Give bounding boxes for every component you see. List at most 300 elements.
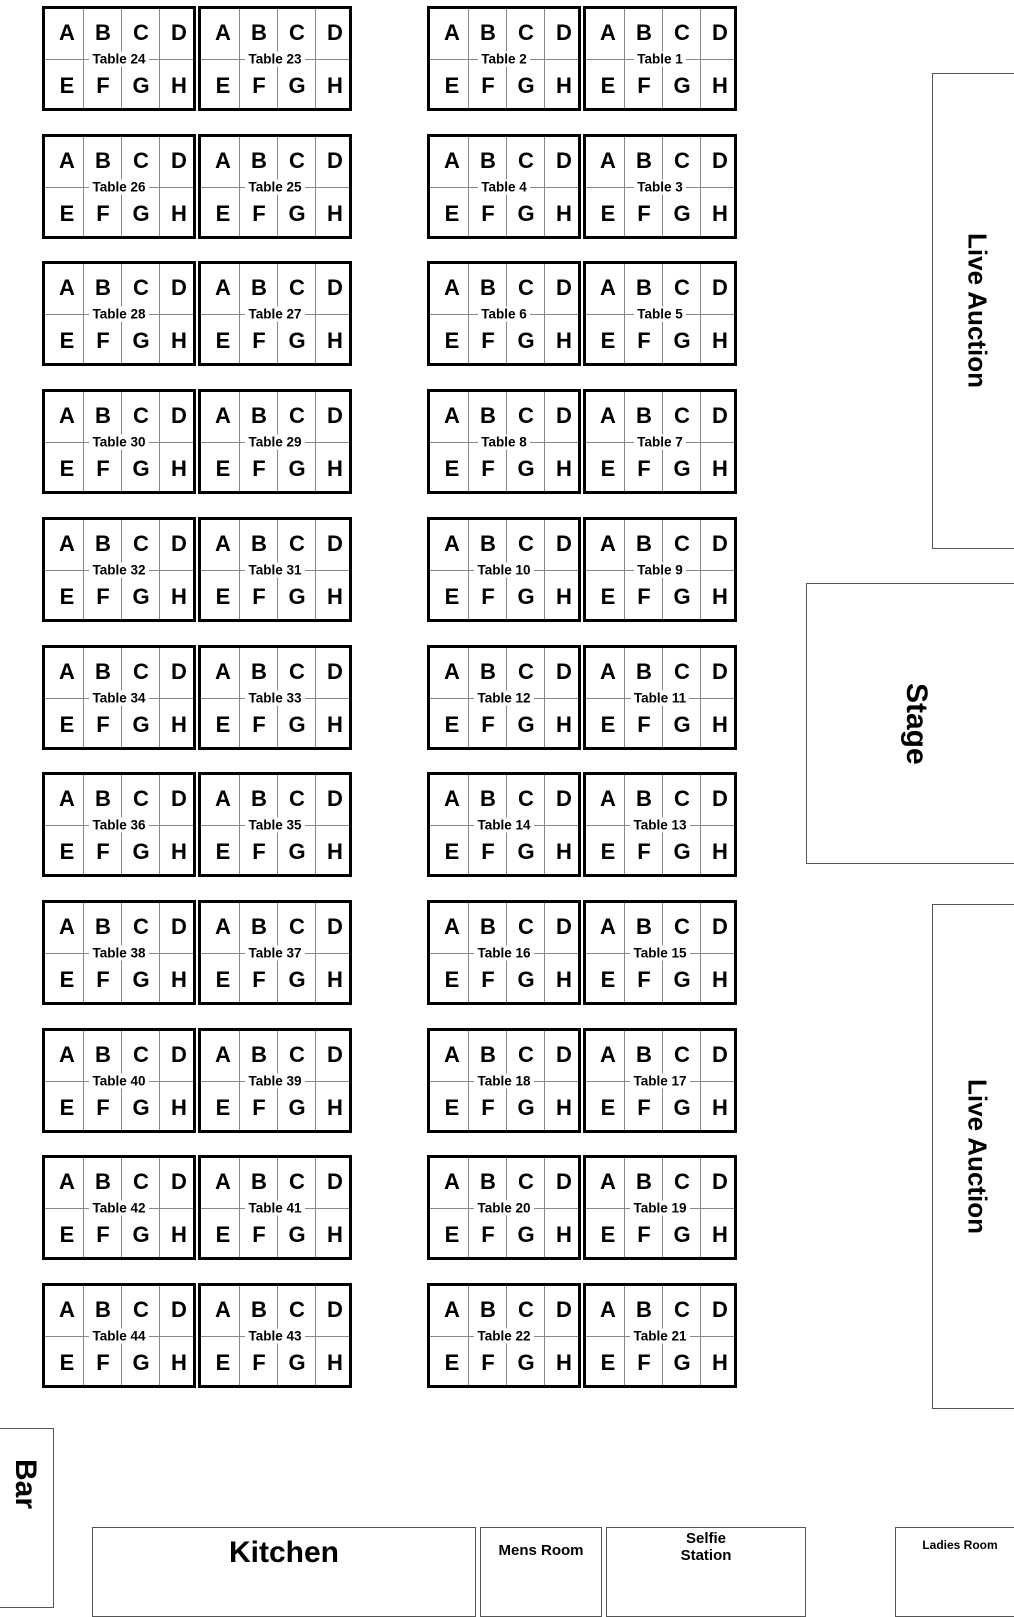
seat-f: F bbox=[96, 73, 110, 98]
seat-g: G bbox=[132, 1222, 150, 1247]
seat-a: A bbox=[600, 403, 616, 428]
table-22 bbox=[427, 1283, 581, 1388]
seat-b: B bbox=[251, 659, 267, 684]
seat-c: C bbox=[518, 275, 534, 300]
table-label: Table 12 bbox=[430, 690, 578, 705]
seat-a: A bbox=[444, 659, 460, 684]
seat-d: D bbox=[327, 275, 343, 300]
seat-g: G bbox=[517, 73, 535, 98]
seat-b: B bbox=[251, 1297, 267, 1322]
seat-h: H bbox=[171, 839, 187, 864]
seat-b: B bbox=[636, 1297, 652, 1322]
table-label: Table 35 bbox=[201, 817, 349, 832]
seat-h: H bbox=[327, 1222, 343, 1247]
seat-d: D bbox=[712, 403, 728, 428]
seat-e: E bbox=[59, 712, 75, 737]
seat-g: G bbox=[288, 1095, 306, 1120]
table-37 bbox=[198, 900, 352, 1005]
seat-g: G bbox=[288, 73, 306, 98]
seat-e: E bbox=[215, 584, 231, 609]
seat-b: B bbox=[251, 1042, 267, 1067]
seat-d: D bbox=[556, 275, 572, 300]
seat-c: C bbox=[674, 914, 690, 939]
seat-c: C bbox=[518, 148, 534, 173]
seat-c: C bbox=[674, 531, 690, 556]
seat-b: B bbox=[95, 1169, 111, 1194]
seat-e: E bbox=[215, 328, 231, 353]
seat-f: F bbox=[252, 1222, 266, 1247]
seat-a: A bbox=[444, 1297, 460, 1322]
seat-b: B bbox=[95, 1297, 111, 1322]
table-14 bbox=[427, 772, 581, 877]
seat-e: E bbox=[215, 839, 231, 864]
seat-c: C bbox=[289, 786, 305, 811]
seat-e: E bbox=[215, 73, 231, 98]
seat-e: E bbox=[59, 967, 75, 992]
seat-f: F bbox=[96, 584, 110, 609]
seat-c: C bbox=[133, 20, 149, 45]
table-label: Table 25 bbox=[201, 179, 349, 194]
table-label: Table 40 bbox=[45, 1073, 193, 1088]
seat-h: H bbox=[171, 1350, 187, 1375]
seat-c: C bbox=[133, 531, 149, 556]
seat-d: D bbox=[171, 914, 187, 939]
seat-h: H bbox=[327, 456, 343, 481]
table-label: Table 16 bbox=[430, 945, 578, 960]
seat-e: E bbox=[444, 584, 460, 609]
seat-h: H bbox=[327, 201, 343, 226]
seat-b: B bbox=[251, 914, 267, 939]
seat-g: G bbox=[288, 456, 306, 481]
table-7 bbox=[583, 389, 737, 494]
seat-d: D bbox=[171, 659, 187, 684]
seat-h: H bbox=[712, 967, 728, 992]
seat-g: G bbox=[673, 967, 691, 992]
table-label: Table 6 bbox=[430, 306, 578, 321]
seat-b: B bbox=[95, 914, 111, 939]
table-label: Table 8 bbox=[430, 434, 578, 449]
table-8 bbox=[427, 389, 581, 494]
table-42 bbox=[42, 1155, 196, 1260]
seat-a: A bbox=[59, 403, 75, 428]
seat-b: B bbox=[480, 786, 496, 811]
seat-a: A bbox=[600, 1297, 616, 1322]
seat-a: A bbox=[215, 659, 231, 684]
seat-a: A bbox=[444, 1042, 460, 1067]
table-33 bbox=[198, 645, 352, 750]
table-label: Table 27 bbox=[201, 306, 349, 321]
seat-g: G bbox=[673, 456, 691, 481]
table-3 bbox=[583, 134, 737, 239]
table-label: Table 43 bbox=[201, 1328, 349, 1343]
seat-b: B bbox=[251, 148, 267, 173]
seat-a: A bbox=[444, 531, 460, 556]
seat-d: D bbox=[171, 786, 187, 811]
seat-c: C bbox=[518, 659, 534, 684]
seat-d: D bbox=[712, 275, 728, 300]
live-auction-area-bottom bbox=[932, 904, 1014, 1409]
stage-label: Stage bbox=[900, 682, 933, 765]
seat-f: F bbox=[252, 328, 266, 353]
seat-b: B bbox=[636, 148, 652, 173]
seat-f: F bbox=[481, 1350, 495, 1375]
table-label: Table 30 bbox=[45, 434, 193, 449]
seat-a: A bbox=[215, 1297, 231, 1322]
seat-d: D bbox=[712, 20, 728, 45]
seat-d: D bbox=[171, 1297, 187, 1322]
seat-c: C bbox=[674, 275, 690, 300]
seat-h: H bbox=[712, 328, 728, 353]
seat-e: E bbox=[600, 712, 616, 737]
table-label: Table 33 bbox=[201, 690, 349, 705]
ladies-room-area bbox=[895, 1527, 1014, 1617]
seat-h: H bbox=[556, 584, 572, 609]
seat-g: G bbox=[673, 712, 691, 737]
seat-h: H bbox=[171, 1222, 187, 1247]
table-21 bbox=[583, 1283, 737, 1388]
seat-g: G bbox=[132, 967, 150, 992]
seat-f: F bbox=[252, 584, 266, 609]
seat-b: B bbox=[636, 1042, 652, 1067]
seat-a: A bbox=[59, 531, 75, 556]
seat-h: H bbox=[712, 584, 728, 609]
seat-d: D bbox=[712, 1297, 728, 1322]
table-10 bbox=[427, 517, 581, 622]
seat-c: C bbox=[133, 1169, 149, 1194]
seat-f: F bbox=[96, 1222, 110, 1247]
seat-a: A bbox=[444, 786, 460, 811]
seat-b: B bbox=[480, 403, 496, 428]
seat-c: C bbox=[289, 275, 305, 300]
seat-c: C bbox=[674, 659, 690, 684]
table-label: Table 10 bbox=[430, 562, 578, 577]
seat-e: E bbox=[444, 456, 460, 481]
seat-e: E bbox=[59, 1350, 75, 1375]
seat-e: E bbox=[59, 1222, 75, 1247]
seat-d: D bbox=[327, 786, 343, 811]
table-label: Table 36 bbox=[45, 817, 193, 832]
seat-f: F bbox=[96, 1095, 110, 1120]
seat-h: H bbox=[712, 839, 728, 864]
seat-a: A bbox=[215, 148, 231, 173]
table-label: Table 19 bbox=[586, 1200, 734, 1215]
seat-e: E bbox=[59, 456, 75, 481]
seat-e: E bbox=[444, 201, 460, 226]
table-9 bbox=[583, 517, 737, 622]
seat-g: G bbox=[517, 201, 535, 226]
seat-f: F bbox=[637, 712, 651, 737]
seat-e: E bbox=[600, 839, 616, 864]
seat-e: E bbox=[59, 201, 75, 226]
table-2 bbox=[427, 6, 581, 111]
seat-b: B bbox=[636, 403, 652, 428]
seat-g: G bbox=[288, 967, 306, 992]
seat-f: F bbox=[252, 712, 266, 737]
seat-d: D bbox=[712, 1042, 728, 1067]
seat-a: A bbox=[600, 659, 616, 684]
table-30 bbox=[42, 389, 196, 494]
seat-c: C bbox=[289, 148, 305, 173]
seat-h: H bbox=[556, 712, 572, 737]
seat-d: D bbox=[327, 659, 343, 684]
seat-h: H bbox=[712, 712, 728, 737]
seat-f: F bbox=[481, 1222, 495, 1247]
seat-e: E bbox=[215, 1222, 231, 1247]
seat-d: D bbox=[556, 1297, 572, 1322]
seat-a: A bbox=[59, 914, 75, 939]
table-label: Table 32 bbox=[45, 562, 193, 577]
table-5 bbox=[583, 261, 737, 366]
seat-h: H bbox=[327, 328, 343, 353]
seat-g: G bbox=[673, 1095, 691, 1120]
seat-h: H bbox=[171, 1095, 187, 1120]
seat-b: B bbox=[95, 275, 111, 300]
seat-d: D bbox=[327, 1042, 343, 1067]
table-label: Table 42 bbox=[45, 1200, 193, 1215]
seat-h: H bbox=[171, 456, 187, 481]
seat-h: H bbox=[712, 456, 728, 481]
table-label: Table 14 bbox=[430, 817, 578, 832]
kitchen-area bbox=[92, 1527, 476, 1617]
seat-g: G bbox=[517, 456, 535, 481]
table-label: Table 3 bbox=[586, 179, 734, 194]
seat-b: B bbox=[636, 659, 652, 684]
seat-f: F bbox=[96, 712, 110, 737]
seat-e: E bbox=[600, 328, 616, 353]
seat-e: E bbox=[600, 201, 616, 226]
seat-f: F bbox=[252, 456, 266, 481]
seat-f: F bbox=[637, 1222, 651, 1247]
table-label: Table 29 bbox=[201, 434, 349, 449]
seat-e: E bbox=[59, 1095, 75, 1120]
seat-c: C bbox=[133, 275, 149, 300]
seat-d: D bbox=[171, 20, 187, 45]
seat-a: A bbox=[444, 914, 460, 939]
seat-h: H bbox=[327, 967, 343, 992]
table-label: Table 39 bbox=[201, 1073, 349, 1088]
table-label: Table 37 bbox=[201, 945, 349, 960]
seat-g: G bbox=[132, 839, 150, 864]
seat-g: G bbox=[288, 201, 306, 226]
seat-a: A bbox=[59, 1169, 75, 1194]
selfie-station-label: Selfie Station bbox=[680, 1530, 732, 1564]
seat-a: A bbox=[600, 914, 616, 939]
seat-e: E bbox=[59, 328, 75, 353]
table-28 bbox=[42, 261, 196, 366]
seat-b: B bbox=[480, 914, 496, 939]
seat-d: D bbox=[712, 148, 728, 173]
seat-f: F bbox=[96, 1350, 110, 1375]
seat-a: A bbox=[600, 148, 616, 173]
seat-c: C bbox=[674, 1297, 690, 1322]
seat-d: D bbox=[327, 403, 343, 428]
seat-g: G bbox=[288, 839, 306, 864]
seat-d: D bbox=[556, 20, 572, 45]
seat-b: B bbox=[251, 403, 267, 428]
seat-a: A bbox=[444, 148, 460, 173]
seat-e: E bbox=[600, 967, 616, 992]
seat-e: E bbox=[59, 73, 75, 98]
seat-e: E bbox=[600, 1222, 616, 1247]
seat-f: F bbox=[637, 1350, 651, 1375]
table-label: Table 4 bbox=[430, 179, 578, 194]
seat-c: C bbox=[133, 148, 149, 173]
seat-g: G bbox=[673, 328, 691, 353]
table-39 bbox=[198, 1028, 352, 1133]
seat-c: C bbox=[674, 786, 690, 811]
seat-f: F bbox=[481, 839, 495, 864]
seat-b: B bbox=[251, 786, 267, 811]
seat-e: E bbox=[444, 328, 460, 353]
seat-a: A bbox=[59, 1042, 75, 1067]
seat-c: C bbox=[289, 403, 305, 428]
seat-b: B bbox=[636, 786, 652, 811]
seat-b: B bbox=[251, 1169, 267, 1194]
seat-h: H bbox=[171, 201, 187, 226]
seat-b: B bbox=[95, 148, 111, 173]
seat-b: B bbox=[480, 659, 496, 684]
seat-c: C bbox=[289, 914, 305, 939]
seat-b: B bbox=[251, 275, 267, 300]
seat-f: F bbox=[481, 967, 495, 992]
seat-e: E bbox=[444, 73, 460, 98]
seat-c: C bbox=[289, 1169, 305, 1194]
seat-b: B bbox=[95, 1042, 111, 1067]
seat-f: F bbox=[637, 201, 651, 226]
seat-c: C bbox=[674, 1042, 690, 1067]
seat-a: A bbox=[444, 1169, 460, 1194]
table-36 bbox=[42, 772, 196, 877]
seat-d: D bbox=[171, 1169, 187, 1194]
seat-h: H bbox=[556, 1350, 572, 1375]
table-6 bbox=[427, 261, 581, 366]
seat-a: A bbox=[59, 20, 75, 45]
table-26 bbox=[42, 134, 196, 239]
seat-g: G bbox=[288, 584, 306, 609]
seat-f: F bbox=[96, 201, 110, 226]
table-40 bbox=[42, 1028, 196, 1133]
seat-f: F bbox=[96, 839, 110, 864]
table-label: Table 11 bbox=[586, 690, 734, 705]
table-4 bbox=[427, 134, 581, 239]
seat-g: G bbox=[517, 839, 535, 864]
seat-a: A bbox=[215, 1169, 231, 1194]
seat-b: B bbox=[251, 20, 267, 45]
seat-f: F bbox=[637, 1095, 651, 1120]
seat-d: D bbox=[327, 148, 343, 173]
seat-c: C bbox=[674, 20, 690, 45]
seat-c: C bbox=[518, 531, 534, 556]
seat-h: H bbox=[327, 1350, 343, 1375]
table-35 bbox=[198, 772, 352, 877]
mens-room-label: Mens Room bbox=[498, 1542, 584, 1559]
table-label: Table 17 bbox=[586, 1073, 734, 1088]
seat-f: F bbox=[637, 328, 651, 353]
table-label: Table 20 bbox=[430, 1200, 578, 1215]
seat-c: C bbox=[518, 403, 534, 428]
seat-b: B bbox=[480, 531, 496, 556]
seat-b: B bbox=[95, 531, 111, 556]
seat-e: E bbox=[215, 201, 231, 226]
seat-a: A bbox=[600, 275, 616, 300]
seat-c: C bbox=[289, 1297, 305, 1322]
table-25 bbox=[198, 134, 352, 239]
seat-g: G bbox=[132, 584, 150, 609]
seat-f: F bbox=[252, 839, 266, 864]
seat-g: G bbox=[132, 1095, 150, 1120]
seat-g: G bbox=[673, 1350, 691, 1375]
seat-f: F bbox=[252, 1350, 266, 1375]
seat-d: D bbox=[171, 148, 187, 173]
seat-a: A bbox=[215, 1042, 231, 1067]
seat-f: F bbox=[481, 73, 495, 98]
seat-f: F bbox=[96, 328, 110, 353]
table-label: Table 38 bbox=[45, 945, 193, 960]
seat-g: G bbox=[673, 201, 691, 226]
table-38 bbox=[42, 900, 196, 1005]
seat-g: G bbox=[132, 73, 150, 98]
seat-d: D bbox=[556, 914, 572, 939]
seat-d: D bbox=[327, 531, 343, 556]
seat-c: C bbox=[674, 1169, 690, 1194]
mens-room-area bbox=[480, 1527, 602, 1617]
seat-b: B bbox=[95, 403, 111, 428]
table-34 bbox=[42, 645, 196, 750]
seat-d: D bbox=[712, 1169, 728, 1194]
seat-f: F bbox=[252, 73, 266, 98]
table-label: Table 34 bbox=[45, 690, 193, 705]
seat-a: A bbox=[215, 403, 231, 428]
seat-e: E bbox=[600, 73, 616, 98]
seat-h: H bbox=[327, 584, 343, 609]
seat-f: F bbox=[481, 1095, 495, 1120]
table-label: Table 18 bbox=[430, 1073, 578, 1088]
table-label: Table 9 bbox=[586, 562, 734, 577]
seat-b: B bbox=[636, 1169, 652, 1194]
seat-c: C bbox=[518, 1297, 534, 1322]
seat-c: C bbox=[518, 20, 534, 45]
seat-b: B bbox=[95, 20, 111, 45]
seat-f: F bbox=[481, 456, 495, 481]
table-label: Table 1 bbox=[586, 51, 734, 66]
seat-h: H bbox=[327, 839, 343, 864]
table-label: Table 26 bbox=[45, 179, 193, 194]
seat-g: G bbox=[517, 712, 535, 737]
table-label: Table 24 bbox=[45, 51, 193, 66]
table-15 bbox=[583, 900, 737, 1005]
seat-g: G bbox=[517, 328, 535, 353]
seat-f: F bbox=[637, 967, 651, 992]
seat-c: C bbox=[518, 786, 534, 811]
seat-d: D bbox=[556, 148, 572, 173]
seat-b: B bbox=[480, 1042, 496, 1067]
seat-d: D bbox=[556, 786, 572, 811]
seat-a: A bbox=[600, 20, 616, 45]
seat-f: F bbox=[637, 839, 651, 864]
seat-g: G bbox=[288, 328, 306, 353]
seat-d: D bbox=[171, 531, 187, 556]
seat-f: F bbox=[252, 201, 266, 226]
seat-d: D bbox=[556, 659, 572, 684]
seat-f: F bbox=[637, 73, 651, 98]
seat-h: H bbox=[556, 1222, 572, 1247]
seat-c: C bbox=[289, 531, 305, 556]
seat-d: D bbox=[712, 914, 728, 939]
table-label: Table 44 bbox=[45, 1328, 193, 1343]
seat-a: A bbox=[59, 148, 75, 173]
seat-d: D bbox=[171, 1042, 187, 1067]
seat-h: H bbox=[327, 73, 343, 98]
